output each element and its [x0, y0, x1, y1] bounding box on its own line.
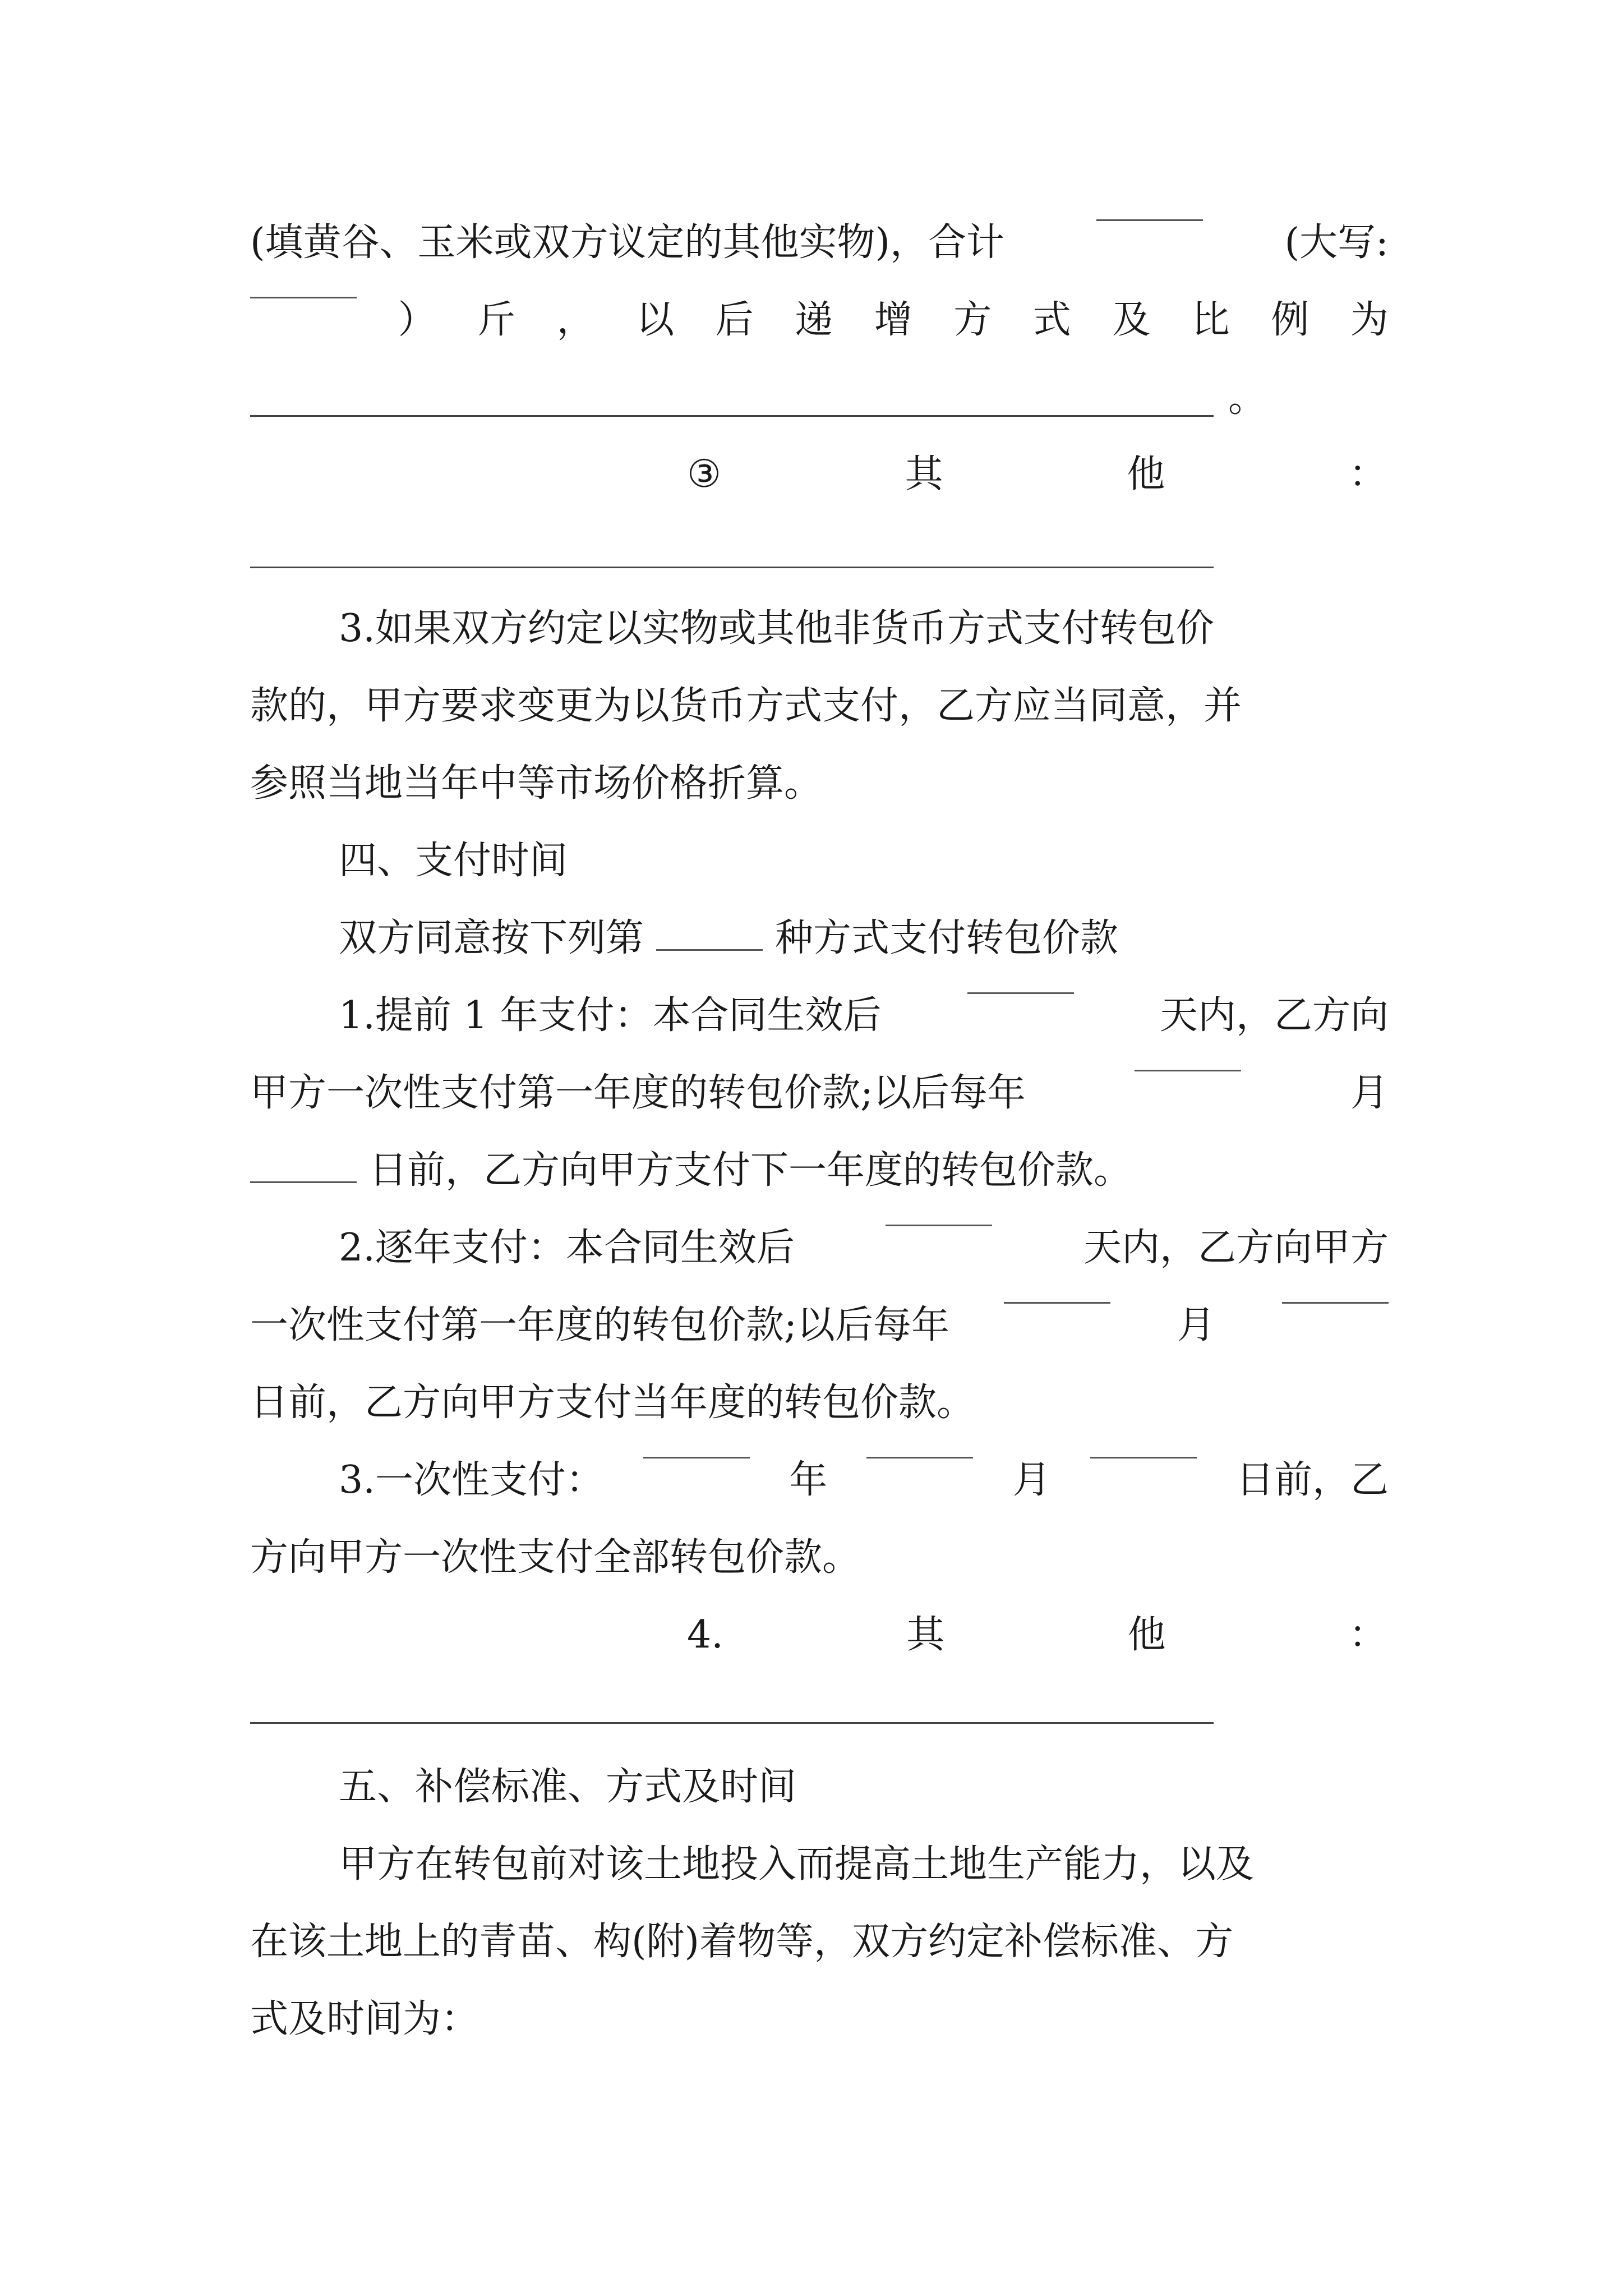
para3-line-1: 3.如果双方约定以实物或其他非货币方式支付转包价 — [339, 606, 1214, 651]
text-line-1: (填黄谷、玉米或双方议定的其他实物)，合计 (大写: — [250, 217, 1389, 269]
para5-line-1: 甲方在转包前对该土地投入而提高土地生产能力，以及 — [339, 1842, 1255, 1887]
blank-month-1 — [1135, 1068, 1241, 1071]
option1-line-2: 甲方一次性支付第一年度的转包价款;以后每年 月 — [250, 1068, 1389, 1119]
para3-line-3: 参照当地当年中等市场价格折算。 — [250, 761, 823, 806]
para3-line-2: 款的，甲方要求变更为以货币方式支付，乙方应当同意，并 — [250, 684, 1242, 728]
blank-month-3 — [866, 1455, 973, 1458]
section-heading-4: 四、支付时间 — [339, 839, 568, 883]
blank-day-2 — [1282, 1300, 1389, 1304]
long-blank-rule-3 — [250, 1722, 1214, 1724]
para5-line-3: 式及时间为： — [250, 1997, 479, 2041]
option1-line-1: 1.提前 1 年支付：本合同生效后 天内，乙方向 — [339, 990, 1389, 1042]
long-blank-rule-1 — [250, 415, 1214, 417]
option2-line-1: 2.逐年支付：本合同生效后 天内，乙方向甲方 — [339, 1222, 1389, 1274]
option3-line-1: 3.一次性支付： 年 月 日前，乙 — [339, 1455, 1389, 1506]
text-line-2: ） 斤 ， 以 后 递 增 方 式 及 比 例 为 — [250, 295, 1389, 346]
blank-year-3 — [643, 1455, 750, 1458]
long-blank-rule-2 — [250, 567, 1214, 568]
blank-month-2 — [1004, 1300, 1110, 1304]
blank-total — [1096, 217, 1203, 221]
blank-days-2 — [886, 1222, 992, 1226]
other-line-2: 4. 其 他 ： — [687, 1613, 1387, 1657]
blank-days-1 — [967, 990, 1074, 994]
option2-line-2: 一次性支付第一年度的转包价款;以后每年 月 — [250, 1300, 1389, 1351]
option1-line-3: 日前，乙方向甲方支付下一年度的转包价款。 — [250, 1145, 1389, 1197]
blank-option-number — [656, 947, 763, 951]
option3-line-2: 方向甲方一次性支付全部转包价款。 — [250, 1535, 861, 1580]
para5-line-2: 在该土地上的青苗、构(附)着物等，双方约定补偿标准、方 — [250, 1920, 1234, 1964]
other-line-1: ③ 其 他 ： — [687, 452, 1387, 496]
agree-line: 双方同意按下列第 种方式支付转包价款 — [339, 916, 1119, 960]
period-mark: 。 — [1228, 376, 1267, 421]
section-heading-5: 五、补偿标准、方式及时间 — [339, 1765, 797, 1809]
option2-line-3: 日前，乙方向甲方支付当年度的转包价款。 — [250, 1381, 975, 1425]
blank-uppercase — [250, 295, 357, 298]
blank-day-1 — [250, 1179, 357, 1183]
blank-day-3 — [1090, 1455, 1197, 1458]
